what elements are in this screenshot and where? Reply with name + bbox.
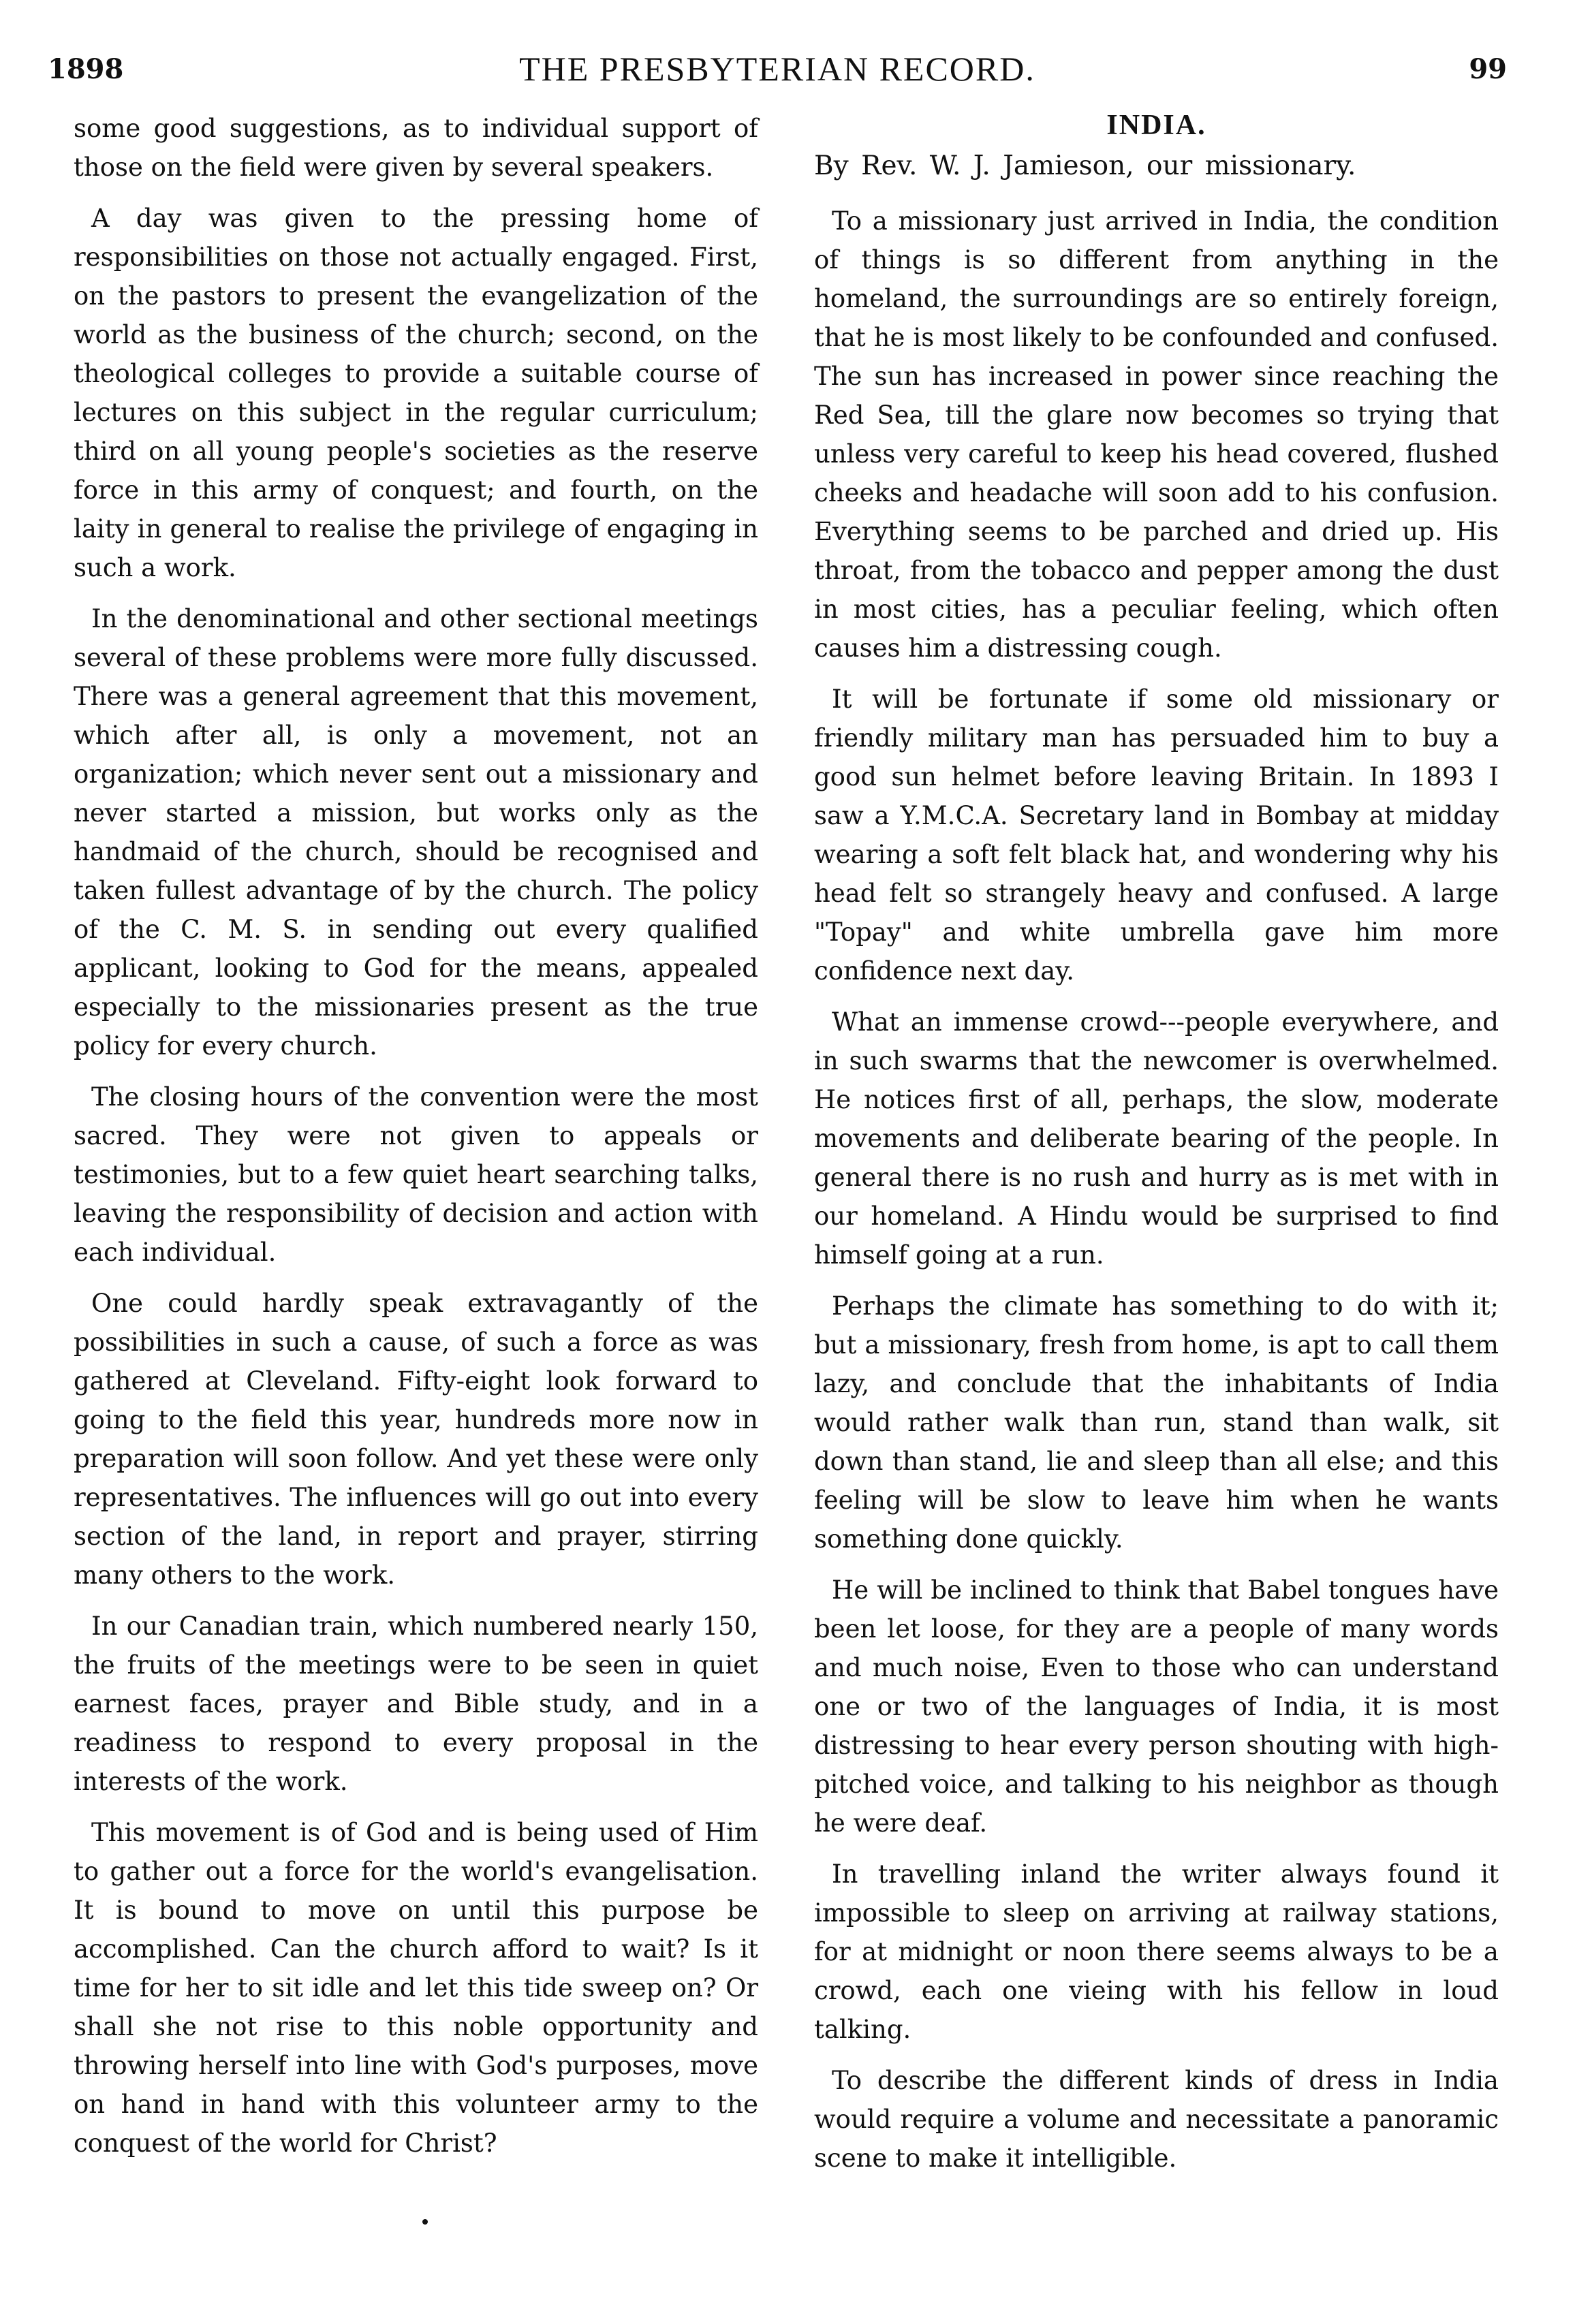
page-header [48, 50, 1507, 101]
right-column [814, 109, 1499, 2190]
paragraph: In the denominational and other sectional meetings several of these problems were more fully discussed. There was a general agreement that this movement, which after all, is only a movement, not an organization; which never sent out a missionary and never started a mission, but works only as the handmaid of the church, should be recognised and taken fullest advantage of by the church. The policy of the C. M. S. in sending out every qualified applicant, looking to God for the means, appealed especially to the missionaries present as the true policy for every church. [74, 604, 758, 1061]
left-column [74, 109, 758, 2175]
page-number: 99 [1469, 53, 1507, 85]
footer-dot [422, 2219, 428, 2225]
paragraph: What an immense crowd---people everywhere, and in such swarms that the newcomer is overwhelmed. He notices first of all, perhaps, the slow, moderate movements and deliberate bearing of the people. In general there is no rush and hurry as is met with in our homeland. A Hindu would be surprised to find himself going at a run. [814, 1007, 1499, 1270]
header-year: 1898 [48, 53, 124, 85]
paragraph: Perhaps the climate has something to do with it; but a missionary, fresh from home, is apt to call them lazy, and conclude that the inhabitants of India would rather walk than run, stand than walk, sit down than stand, lie and sleep than all else; and this feeling will be slow to leave him when he wants something done quickly. [814, 1291, 1499, 1554]
paragraph: To a missionary just arrived in India, the condition of things is so different from anything in the homeland, the surroundings are so entirely foreign, that he is most likely to be confounded and confused. The sun has increased in power since reaching the Red Sea, till the glare now becomes so trying that unless very careful to keep his head covered, flushed cheeks and headache will soon add to his confusion. Everything seems to be parched and dried up. His throat, from the tobacco and pepper among the dust in most cities, has a peculiar feeling, which often causes him a distressing cough. [814, 206, 1499, 663]
paragraph: It will be fortunate if some old missionary or friendly military man has persuaded him to buy a good sun helmet before leaving Britain. In 1893 I saw a Y.M.C.A. Secretary land in Bombay at midday wearing a soft felt black hat, and wondering why his head felt so strangely heavy and confused. A large "Topay" and white umbrella gave him more confidence next day. [814, 685, 1499, 986]
paragraph: In our Canadian train, which numbered nearly 150, the fruits of the meetings were to be seen in quiet earnest faces, prayer and Bible study, and in a readiness to respond to every proposal in the interests of the work. [74, 1612, 758, 1796]
paragraph: This movement is of God and is being used of Him to gather out a force for the world's evangelisation. It is bound to move on until this purpose be accomplished. Can the church afford to wait? Is it time for her to sit idle and let this tide sweep on? Or shall she not rise to this noble opportunity and throwing herself into line with God's purposes, move on hand in hand with this volunteer army to the conquest of the world for Christ? [74, 1818, 758, 2158]
paragraph: To describe the different kinds of dress in India would require a volume and necessitate a panoramic scene to make it intelligible. [814, 2066, 1499, 2173]
publication-title: THE PRESBYTERIAN RECORD. [519, 50, 1035, 88]
paragraph: He will be inclined to think that Babel tongues have been let loose, for they are a people of many words and much noise, Even to those who can understand one or two of the languages of India, it is most distressing to hear every person shouting with high-pitched voice, and talking to his neighbor as though he were deaf. [814, 1575, 1499, 1838]
paragraph: The closing hours of the convention were the most sacred. They were not given to appeals or testimonies, but to a few quiet heart searching talks, leaving the responsibility of decision and action with each individual. [74, 1082, 758, 1267]
article-byline: By Rev. W. J. Jamieson, our missionary. [814, 151, 1356, 181]
paragraph: some good suggestions, as to individual support of those on the field were given by several speakers. [74, 114, 758, 182]
paragraph: In travelling inland the writer always found it impossible to sleep on arriving at railway stations, for at midnight or noon there seems always to be a crowd, each one vieing with his fellow in loud talking. [814, 1859, 1499, 2044]
article-title: INDIA. [1106, 110, 1206, 141]
paragraph: A day was given to the pressing home of responsibilities on those not actually engaged. First, on the pastors to present the evangelization of the world as the business of the church; second, on the theological colleges to provide a suitable course of lectures on this subject in the regular curriculum; third on all young people's societies as the reserve force in this army of conquest; and fourth, on the laity in general to realise the privilege of engaging in such a work. [74, 204, 758, 582]
paragraph: One could hardly speak extravagantly of the possibilities in such a cause, of such a force as was gathered at Cleveland. Fifty-eight look forward to going to the field this year, hundreds more now in preparation will soon follow. And yet these were only representatives. The influences will go out into every section of the land, in report and prayer, stirring many others to the work. [74, 1289, 758, 1590]
